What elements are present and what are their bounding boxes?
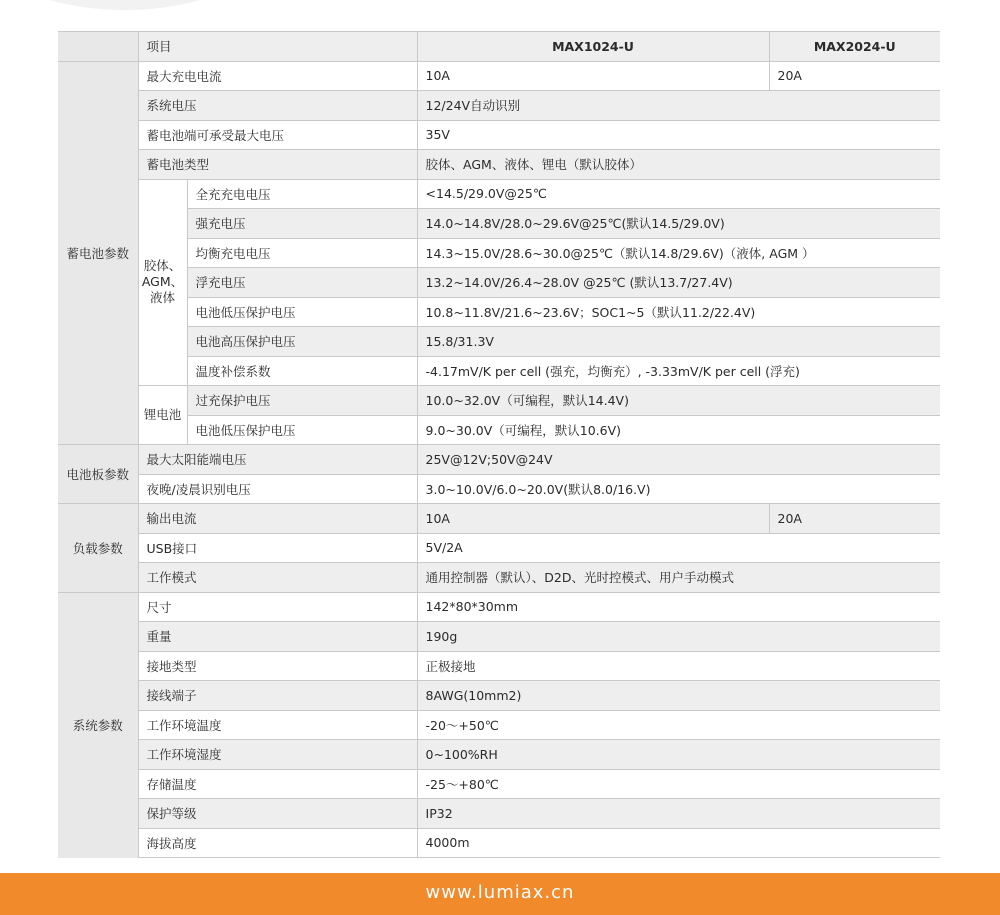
category-battery: 蓄电池参数 <box>58 61 138 445</box>
table-row <box>58 740 940 770</box>
row-value: -20～+50℃ <box>417 710 940 740</box>
row-value: 4000m <box>417 828 940 858</box>
row-label: 蓄电池类型 <box>138 150 417 180</box>
table-row <box>58 415 940 445</box>
table-row <box>58 327 940 357</box>
table-row <box>58 61 940 91</box>
row-label: 重量 <box>138 622 417 652</box>
corner-decoration <box>0 0 290 10</box>
row-value: 胶体、AGM、液体、锂电（默认胶体） <box>417 150 940 180</box>
table-row <box>58 651 940 681</box>
row-label: 存储温度 <box>138 769 417 799</box>
row-label: 均衡充电电压 <box>187 238 417 268</box>
table-row <box>58 681 940 711</box>
row-label: 尺寸 <box>138 592 417 622</box>
row-value-model-1: 10A <box>417 504 769 534</box>
table-row <box>58 710 940 740</box>
row-value: 正极接地 <box>417 651 940 681</box>
table-row <box>58 179 940 209</box>
header-model-2: MAX2024-U <box>769 32 940 62</box>
row-value: 10.0~32.0V（可编程，默认14.4V) <box>417 386 940 416</box>
row-value: 10.8~11.8V/21.6~23.6V；SOC1~5（默认11.2/22.4V) <box>417 297 940 327</box>
category-load: 负载参数 <box>58 504 138 593</box>
header-item: 项目 <box>138 32 417 62</box>
footer-website-link[interactable]: www.lumiax.cn <box>425 882 575 903</box>
row-label: 接线端子 <box>138 681 417 711</box>
row-value: 5V/2A <box>417 533 940 563</box>
row-value: 25V@12V;50V@24V <box>417 445 940 475</box>
row-label: 夜晚/凌晨识别电压 <box>138 474 417 504</box>
row-value: 35V <box>417 120 940 150</box>
table-row <box>58 563 940 593</box>
subcategory-lithium: 锂电池 <box>138 386 187 445</box>
row-value: <14.5/29.0V@25℃ <box>417 179 940 209</box>
row-value: 14.0~14.8V/28.0~29.6V@25℃(默认14.5/29.0V) <box>417 209 940 239</box>
table-row <box>58 297 940 327</box>
table-row <box>58 533 940 563</box>
table-row <box>58 622 940 652</box>
row-label: 工作环境温度 <box>138 710 417 740</box>
header-model-1: MAX1024-U <box>417 32 769 62</box>
row-value: 190g <box>417 622 940 652</box>
row-value: 13.2~14.0V/26.4~28.0V @25℃ (默认13.7/27.4V) <box>417 268 940 298</box>
table-row <box>58 445 940 475</box>
row-value-model-2: 20A <box>769 61 940 91</box>
row-label: 电池低压保护电压 <box>187 297 417 327</box>
table-row <box>58 504 940 534</box>
row-value-model-1: 10A <box>417 61 769 91</box>
subcategory-gel-agm-liquid: 胶体、AGM、液体 <box>138 179 187 386</box>
row-label: 工作环境湿度 <box>138 740 417 770</box>
row-value: 15.8/31.3V <box>417 327 940 357</box>
table-row <box>58 120 940 150</box>
row-value: 9.0~30.0V（可编程，默认10.6V) <box>417 415 940 445</box>
row-value: 3.0~10.0V/6.0~20.0V(默认8.0/16.V) <box>417 474 940 504</box>
footer-bar <box>0 873 1000 915</box>
row-value: -4.17mV/K per cell (强充，均衡充）, -3.33mV/K per cell (浮充) <box>417 356 940 386</box>
table-row <box>58 268 940 298</box>
table-row <box>58 769 940 799</box>
row-value: 8AWG(10mm2) <box>417 681 940 711</box>
row-label: 保护等级 <box>138 799 417 829</box>
row-label: 接地类型 <box>138 651 417 681</box>
row-label: 最大太阳能端电压 <box>138 445 417 475</box>
row-label: 蓄电池端可承受最大电压 <box>138 120 417 150</box>
header-blank <box>58 32 138 62</box>
row-label: 海拔高度 <box>138 828 417 858</box>
row-value: 通用控制器（默认）、D2D、光时控模式、用户手动模式 <box>417 563 940 593</box>
table-row <box>58 828 940 858</box>
table-row <box>58 91 940 121</box>
row-value: 14.3~15.0V/28.6~30.0@25℃（默认14.8/29.6V)（液体, AGM ） <box>417 238 940 268</box>
row-value-model-2: 20A <box>769 504 940 534</box>
table-row <box>58 356 940 386</box>
table-row <box>58 592 940 622</box>
table-row <box>58 150 940 180</box>
row-label: 温度补偿系数 <box>187 356 417 386</box>
row-label: 浮充电压 <box>187 268 417 298</box>
table-header-row <box>58 32 940 62</box>
category-panel: 电池板参数 <box>58 445 138 504</box>
category-system: 系统参数 <box>58 592 138 858</box>
table-row <box>58 238 940 268</box>
row-value: 0~100%RH <box>417 740 940 770</box>
table-row <box>58 799 940 829</box>
row-label: 最大充电电流 <box>138 61 417 91</box>
row-label: USB接口 <box>138 533 417 563</box>
row-value: -25～+80℃ <box>417 769 940 799</box>
row-label: 过充保护电压 <box>187 386 417 416</box>
row-value: 142*80*30mm <box>417 592 940 622</box>
row-label: 系统电压 <box>138 91 417 121</box>
row-label: 电池高压保护电压 <box>187 327 417 357</box>
spec-table <box>58 31 940 858</box>
table-row <box>58 386 940 416</box>
row-value: 12/24V自动识别 <box>417 91 940 121</box>
row-value: IP32 <box>417 799 940 829</box>
table-row <box>58 474 940 504</box>
row-label: 强充电压 <box>187 209 417 239</box>
table-row <box>58 209 940 239</box>
row-label: 工作模式 <box>138 563 417 593</box>
row-label: 输出电流 <box>138 504 417 534</box>
row-label: 电池低压保护电压 <box>187 415 417 445</box>
row-label: 全充充电电压 <box>187 179 417 209</box>
